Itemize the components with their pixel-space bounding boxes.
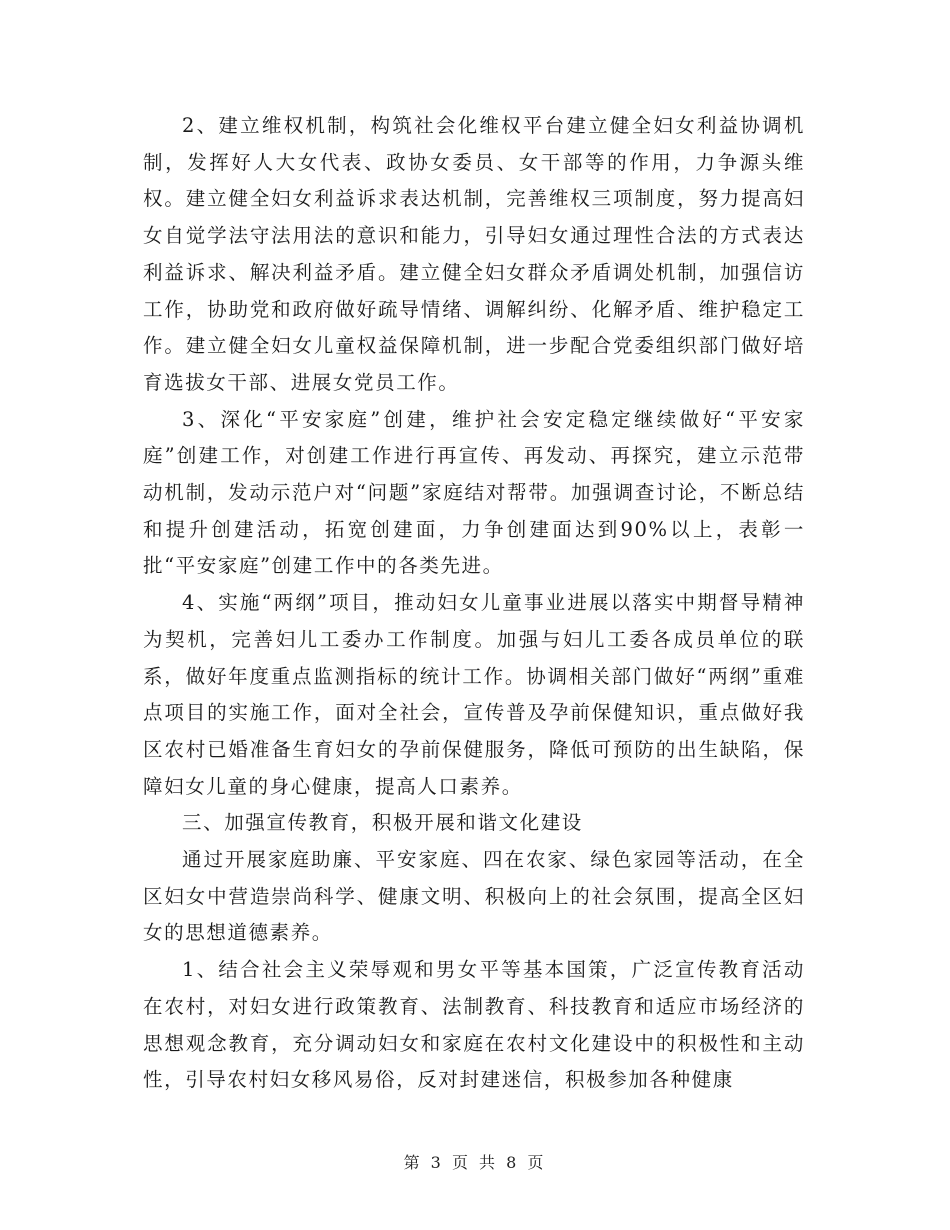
paragraph-item-3: 3、深化“平安家庭”创建，维护社会安定稳定继续做好“平安家庭”创建工作，对创建工作进行再宣传、再发动、再探究，建立示范带动机制，发动示范户对“问题”家庭结对帮带。加强调查讨论，不断总结和提升创建活动，拓宽创建面，力争创建面达到90%以上，表彰一批“平安家庭”创建工作中的各类先进。 — [143, 407, 805, 578]
page-number-footer: 第 3 页 共 8 页 — [403, 1153, 547, 1172]
document-body — [143, 108, 805, 1099]
section-paragraph-item-1: 1、结合社会主义荣辱观和男女平等基本国策，广泛宣传教育活动在农村，对妇女进行政策教育、法制教育、科技教育和适应市场经济的思想观念教育，充分调动妇女和家庭在农村文化建设中的积极性和主动性，引导农村妇女移风易俗，反对封建迷信，积极参加各种健康 — [143, 958, 805, 1092]
paragraph-item-4: 4、实施“两纲”项目，推动妇女儿童事业进展以落实中期督导精神为契机，完善妇儿工委办工作制度。加强与妇儿工委各成员单位的联系，做好年度重点监测指标的统计工作。协调相关部门做好“两纲”重难点项目的实施工作，面对全社会，宣传普及孕前保健知识，重点做好我区农村已婚准备生育妇女的孕前保健服务，降低可预防的出生缺陷，保障妇女儿童的身心健康，提高人口素养。 — [143, 591, 805, 798]
section-intro-paragraph: 通过开展家庭助廉、平安家庭、四在农家、绿色家园等活动，在全区妇女中营造崇尚科学、健康文明、积极向上的社会氛围，提高全区妇女的思想道德素养。 — [143, 848, 805, 945]
paragraph-item-2: 2、建立维权机制，构筑社会化维权平台建立健全妇女利益协调机制，发挥好人大女代表、政协女委员、女干部等的作用，力争源头维权。建立健全妇女利益诉求表达机制，完善维权三项制度，努力提高妇女自觉学法守法用法的意识和能力，引导妇女通过理性合法的方式表达利益诉求、解决利益矛盾。建立健全妇女群众矛盾调处机制，加强信访工作，协助党和政府做好疏导情绪、调解纠纷、化解矛盾、维护稳定工作。建立健全妇女儿童权益保障机制，进一步配合党委组织部门做好培育选拔女干部、进展女党员工作。 — [143, 114, 805, 394]
section-heading: 三、加强宣传教育，积极开展和谐文化建设 — [182, 811, 583, 835]
